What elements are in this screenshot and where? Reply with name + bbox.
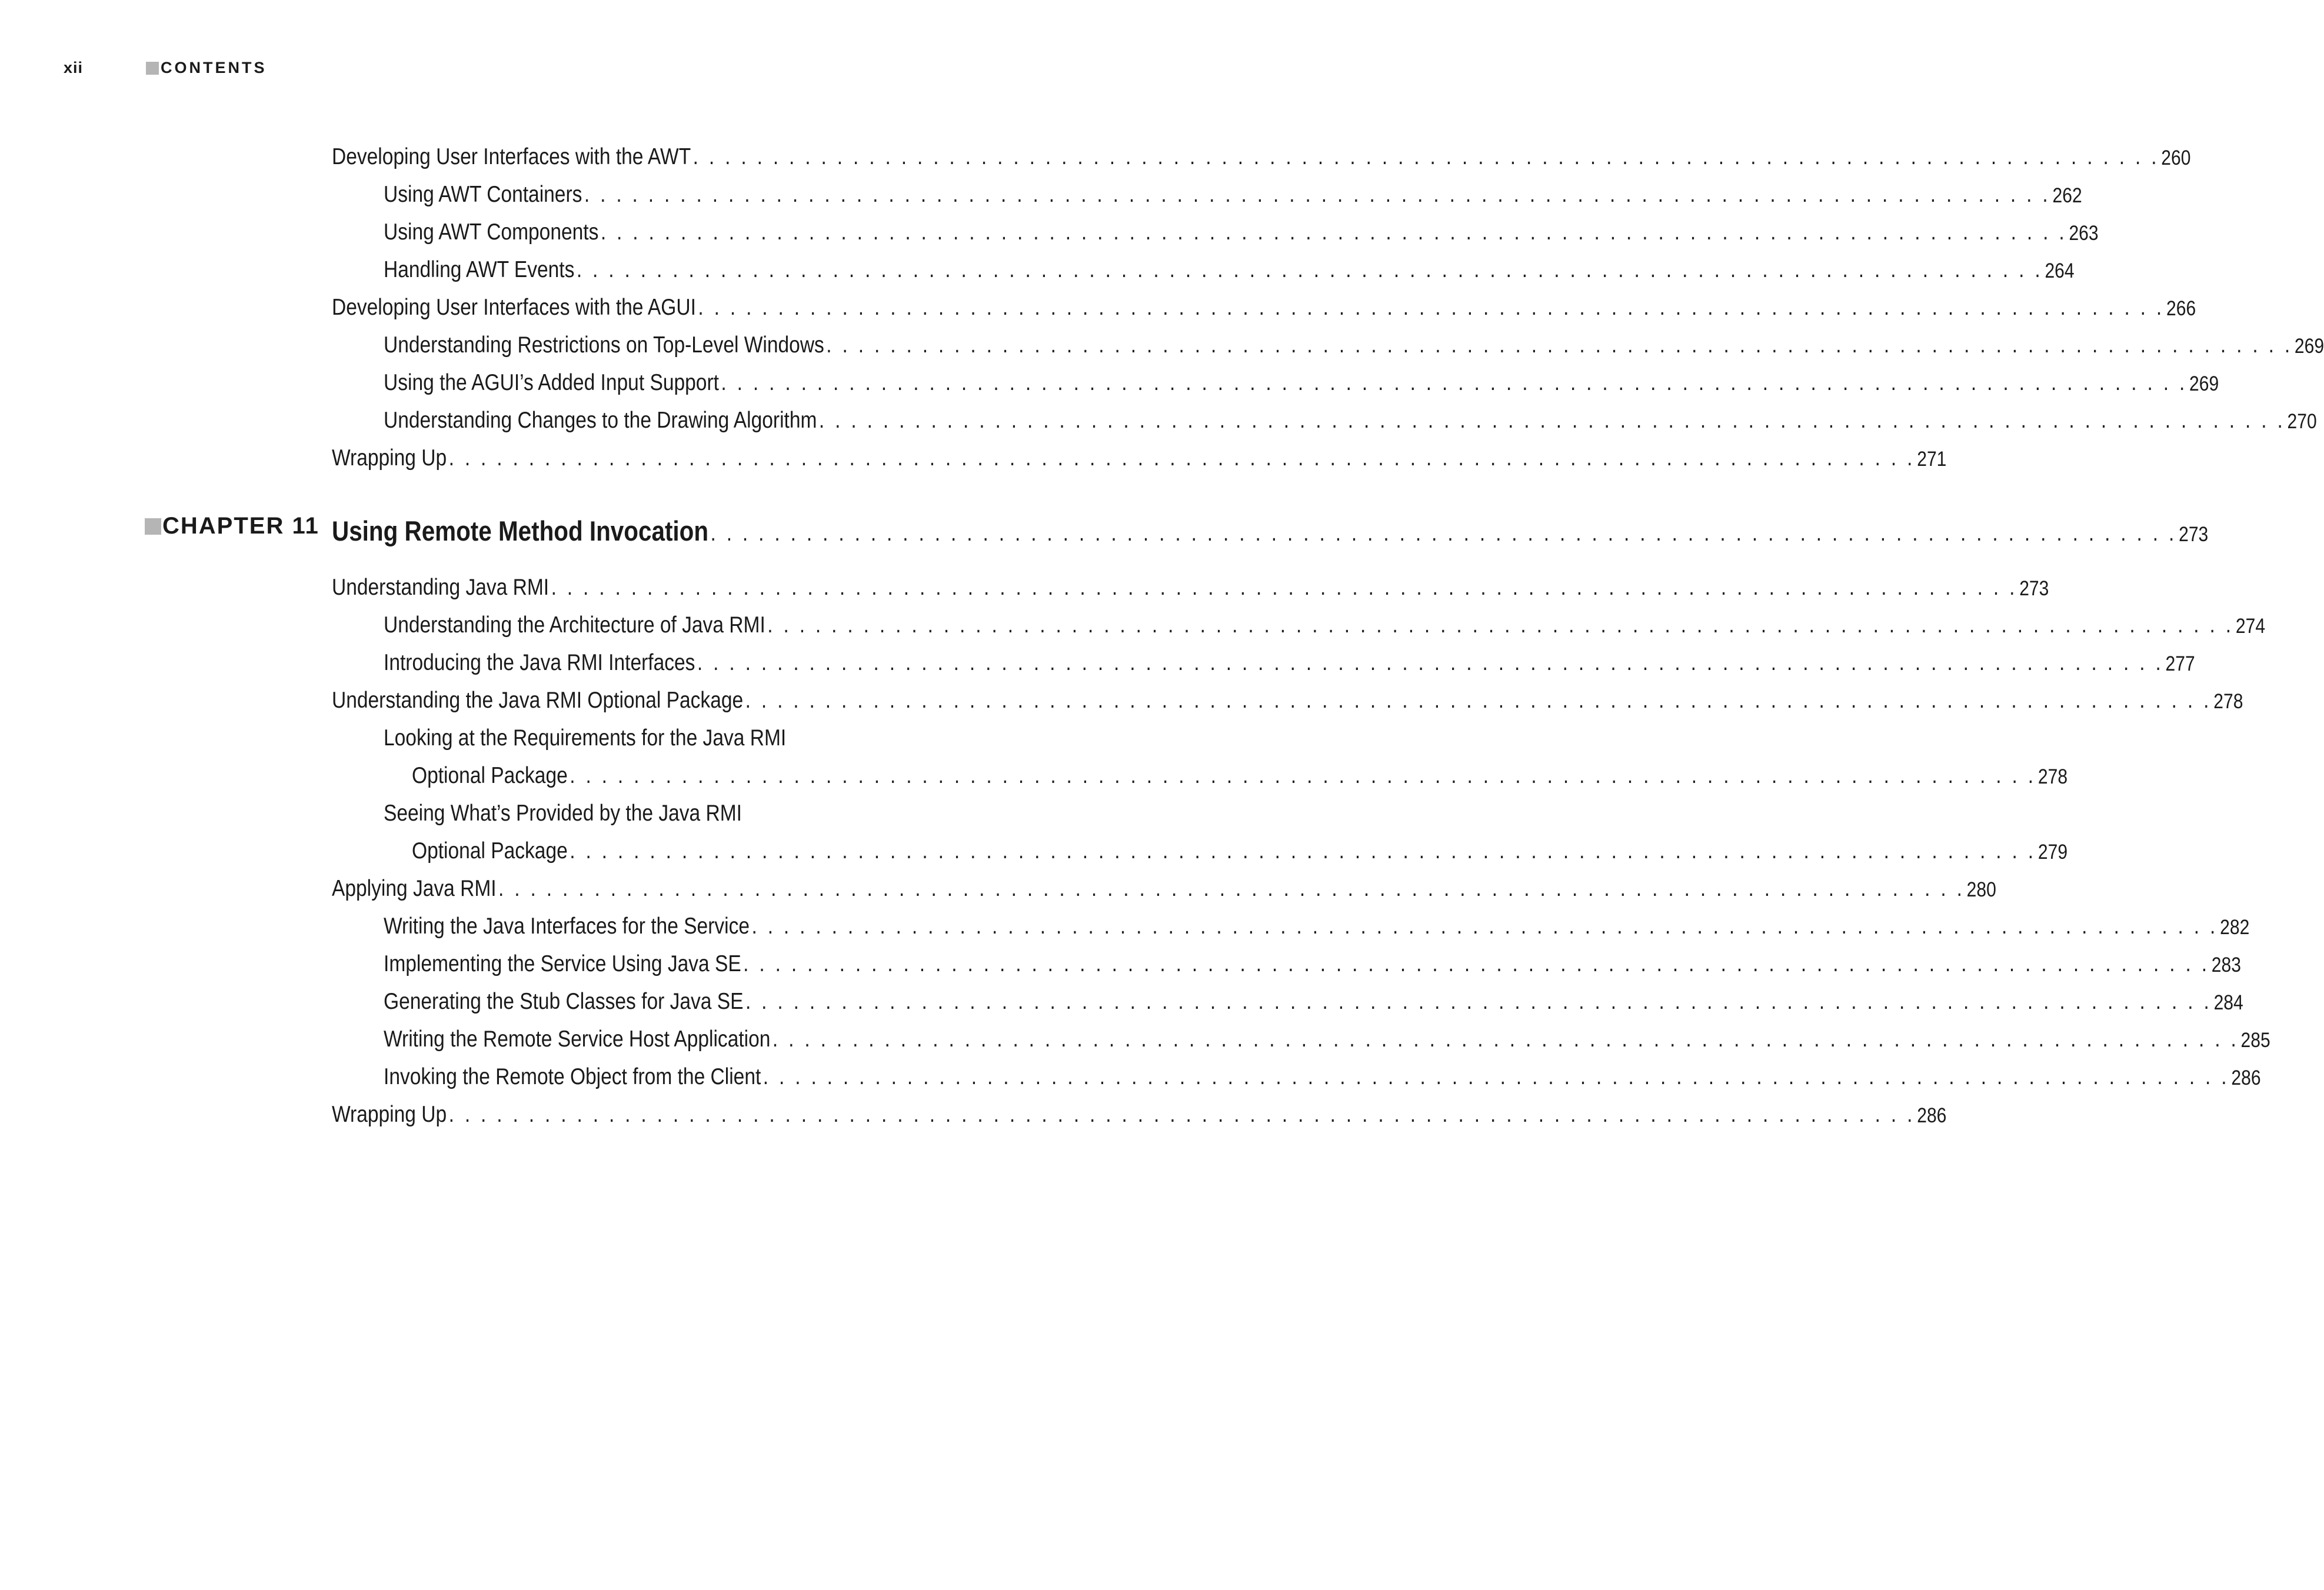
- toc-entry-page: 266: [2166, 297, 2196, 320]
- toc-entry-page: 269: [2189, 372, 2219, 395]
- toc-entry-page: 260: [2161, 146, 2191, 169]
- dot-leader: . . . . . . . . . . . . . . . . . . . . . . . . . . . . . . . . . . . . . . . . . . . . . . . . . . . . . . . . . . . . . . . . . . . . . . . . . . . . . . . . . . . . . . . . . . . .: [710, 521, 2177, 546]
- toc-entry-title: Understanding the Java RMI Optional Package: [332, 688, 744, 713]
- toc-entry[interactable]: [332, 134, 2191, 172]
- toc-entry[interactable]: [384, 979, 2243, 1016]
- dot-leader: . . . . . . . . . . . . . . . . . . . . . . . . . . . . . . . . . . . . . . . . . . . . . . . . . . . . . . . . . . . . . . . . . . . . . . . . . . . . . . . . . . . . . . . . . . . .: [448, 445, 1915, 471]
- toc-entry[interactable]: [384, 360, 2219, 398]
- dot-leader: . . . . . . . . . . . . . . . . . . . . . . . . . . . . . . . . . . . . . . . . . . . . . . . . . . . . . . . . . . . . . . . . . . . . . . . . . . . . . . . . . . . . . . . . . . . .: [570, 838, 2036, 864]
- toc-entry-title: Using AWT Containers: [384, 182, 582, 207]
- dot-leader: . . . . . . . . . . . . . . . . . . . . . . . . . . . . . . . . . . . . . . . . . . . . . . . . . . . . . . . . . . . . . . . . . . . . . . . . . . . . . . . . . . . . . . . . . . . .: [551, 575, 2017, 600]
- toc-entry-page: 286: [2231, 1066, 2261, 1089]
- toc-entry[interactable]: [384, 941, 2242, 979]
- toc-entry-page: 278: [2213, 690, 2243, 713]
- toc-entry-title: Invoking the Remote Object from the Client: [384, 1064, 761, 1089]
- gray-square-marker: [146, 62, 159, 75]
- chapter-label-text: CHAPTER 11: [162, 513, 319, 539]
- toc-entry-title: Developing User Interfaces with the AWT: [332, 144, 691, 169]
- toc-entry-title: Wrapping Up: [332, 445, 447, 471]
- toc-entry[interactable]: [332, 565, 2049, 602]
- toc-entry-title: Developing User Interfaces with the AGUI: [332, 295, 696, 320]
- toc-entry[interactable]: [332, 678, 2243, 715]
- toc-entry[interactable]: [384, 791, 943, 828]
- running-header: [64, 59, 417, 85]
- dot-leader: . . . . . . . . . . . . . . . . . . . . . . . . . . . . . . . . . . . . . . . . . . . . . . . . . . . . . . . . . . . . . . . . . . . . . . . . . . . . . . . . . . . . . . . . . . . .: [763, 1064, 2229, 1089]
- toc-entry-page: 284: [2213, 991, 2243, 1014]
- toc-entry[interactable]: [384, 247, 2075, 285]
- dot-leader: . . . . . . . . . . . . . . . . . . . . . . . . . . . . . . . . . . . . . . . . . . . . . . . . . . . . . . . . . . . . . . . . . . . . . . . . . . . . . . . . . . . . . . . . . . . .: [697, 650, 2164, 675]
- toc-entry-page: 283: [2211, 954, 2242, 976]
- dot-leader: . . . . . . . . . . . . . . . . . . . . . . . . . . . . . . . . . . . . . . . . . . . . . . . . . . . . . . . . . . . . . . . . . . . . . . . . . . . . . . . . . . . . . . . . . . . .: [584, 182, 2051, 207]
- toc-entry-page: 263: [2069, 222, 2099, 245]
- toc-entry-title: Using AWT Components: [384, 219, 599, 245]
- toc-entry-title: Understanding Changes to the Drawing Algorithm: [384, 408, 817, 433]
- toc-entry[interactable]: [384, 172, 2082, 209]
- toc-entry-page: 269: [2294, 335, 2324, 358]
- toc-entry[interactable]: [332, 435, 1947, 473]
- toc-entry-title: Handling AWT Events: [384, 257, 575, 282]
- toc-entry-page: 282: [2220, 916, 2250, 939]
- toc-entry-page: 285: [2240, 1029, 2270, 1052]
- dot-leader: . . . . . . . . . . . . . . . . . . . . . . . . . . . . . . . . . . . . . . . . . . . . . . . . . . . . . . . . . . . . . . . . . . . . . . . . . . . . . . . . . . . . . . . . . . . .: [570, 763, 2036, 788]
- toc-entry-page: 279: [2037, 841, 2068, 864]
- toc-entry-title: Writing the Remote Service Host Application: [384, 1026, 771, 1052]
- chapter-title: Using Remote Method Invocation: [332, 515, 709, 546]
- toc-entry-page: 262: [2052, 184, 2082, 207]
- toc-entry-title: Understanding the Architecture of Java RMI: [384, 612, 765, 638]
- toc-entry[interactable]: [384, 322, 2324, 360]
- toc-entry-title: Understanding Restrictions on Top-Level Windows: [384, 332, 824, 358]
- toc-entry-page: 270: [2287, 410, 2317, 433]
- toc-entry[interactable]: [412, 828, 2068, 866]
- chapter-title-entry[interactable]: [332, 506, 2209, 548]
- toc-entry[interactable]: [332, 285, 2196, 322]
- toc-entry-page: 278: [2037, 765, 2068, 788]
- toc-entry-page: 286: [1917, 1104, 1947, 1127]
- dot-leader: . . . . . . . . . . . . . . . . . . . . . . . . . . . . . . . . . . . . . . . . . . . . . . . . . . . . . . . . . . . . . . . . . . . . . . . . . . . . . . . . . . . . . . . . . . . .: [818, 408, 2286, 433]
- toc-entry[interactable]: [384, 904, 2250, 941]
- dot-leader: . . . . . . . . . . . . . . . . . . . . . . . . . . . . . . . . . . . . . . . . . . . . . . . . . . . . . . . . . . . . . . . . . . . . . . . . . . . . . . . . . . . . . . . . . . . .: [498, 876, 1965, 901]
- toc-entry-page: 274: [2235, 615, 2266, 638]
- toc-entry[interactable]: [332, 1092, 1947, 1129]
- toc-entry-title: Optional Package: [412, 838, 568, 864]
- toc-entry[interactable]: [384, 209, 2099, 247]
- toc-entry-page: 273: [2019, 577, 2049, 600]
- toc-entry-title: Using the AGUI’s Added Input Support: [384, 370, 719, 395]
- toc-entry[interactable]: [332, 866, 1996, 904]
- dot-leader: . . . . . . . . . . . . . . . . . . . . . . . . . . . . . . . . . . . . . . . . . . . . . . . . . . . . . . . . . . . . . . . . . . . . . . . . . . . . . . . . . . . . . . . . . . . .: [826, 332, 2293, 358]
- dot-leader: . . . . . . . . . . . . . . . . . . . . . . . . . . . . . . . . . . . . . . . . . . . . . . . . . . . . . . . . . . . . . . . . . . . . . . . . . . . . . . . . . . . . . . . . . . . .: [767, 612, 2234, 638]
- toc-entry[interactable]: [384, 602, 2266, 640]
- toc-entry-title: Writing the Java Interfaces for the Service: [384, 914, 750, 939]
- toc-entry-page: 271: [1917, 448, 1947, 471]
- toc-entry-title: Applying Java RMI: [332, 876, 497, 901]
- toc-entry-title: Understanding Java RMI: [332, 575, 550, 600]
- toc-entry[interactable]: [384, 1054, 2261, 1092]
- toc-entry-title: Generating the Stub Classes for Java SE: [384, 989, 744, 1014]
- toc-entry[interactable]: [412, 753, 2068, 791]
- dot-leader: . . . . . . . . . . . . . . . . . . . . . . . . . . . . . . . . . . . . . . . . . . . . . . . . . . . . . . . . . . . . . . . . . . . . . . . . . . . . . . . . . . . . . . . . . . . .: [448, 1102, 1915, 1127]
- toc-entry-title: Implementing the Service Using Java SE: [384, 951, 741, 976]
- toc-entry-page: 280: [1966, 878, 1996, 901]
- dot-leader: . . . . . . . . . . . . . . . . . . . . . . . . . . . . . . . . . . . . . . . . . . . . . . . . . . . . . . . . . . . . . . . . . . . . . . . . . . . . . . . . . . . . . . . . . . . .: [576, 257, 2043, 282]
- dot-leader: . . . . . . . . . . . . . . . . . . . . . . . . . . . . . . . . . . . . . . . . . . . . . . . . . . . . . . . . . . . . . . . . . . . . . . . . . . . . . . . . . . . . . . . . . . . .: [751, 914, 2218, 939]
- page-number: xii: [64, 59, 84, 76]
- chapter-page: 273: [2179, 523, 2209, 546]
- section-label: [146, 59, 267, 77]
- toc-entry[interactable]: [384, 398, 2317, 435]
- toc-entry-title: Looking at the Requirements for the Java RMI: [384, 725, 787, 751]
- toc-entry-title: Seeing What’s Provided by the Java RMI: [384, 801, 743, 826]
- toc-entry[interactable]: [384, 715, 943, 753]
- toc-entry[interactable]: [384, 1016, 2270, 1054]
- gray-square-marker: [145, 518, 161, 535]
- toc-entry-title: Wrapping Up: [332, 1102, 447, 1127]
- section-label-text: CONTENTS: [161, 59, 267, 76]
- toc-entry-title: Introducing the Java RMI Interfaces: [384, 650, 695, 675]
- dot-leader: . . . . . . . . . . . . . . . . . . . . . . . . . . . . . . . . . . . . . . . . . . . . . . . . . . . . . . . . . . . . . . . . . . . . . . . . . . . . . . . . . . . . . . . . . . . .: [772, 1026, 2239, 1052]
- chapter-label: [145, 513, 319, 539]
- dot-leader: . . . . . . . . . . . . . . . . . . . . . . . . . . . . . . . . . . . . . . . . . . . . . . . . . . . . . . . . . . . . . . . . . . . . . . . . . . . . . . . . . . . . . . . . . . . .: [743, 951, 2210, 976]
- dot-leader: . . . . . . . . . . . . . . . . . . . . . . . . . . . . . . . . . . . . . . . . . . . . . . . . . . . . . . . . . . . . . . . . . . . . . . . . . . . . . . . . . . . . . . . . . . . .: [745, 989, 2212, 1014]
- toc-entry-page: 277: [2165, 652, 2195, 675]
- dot-leader: . . . . . . . . . . . . . . . . . . . . . . . . . . . . . . . . . . . . . . . . . . . . . . . . . . . . . . . . . . . . . . . . . . . . . . . . . . . . . . . . . . . . . . . . . . . .: [721, 370, 2188, 395]
- dot-leader: . . . . . . . . . . . . . . . . . . . . . . . . . . . . . . . . . . . . . . . . . . . . . . . . . . . . . . . . . . . . . . . . . . . . . . . . . . . . . . . . . . . . . . . . . . . .: [692, 144, 2159, 169]
- toc-entry-title: Optional Package: [412, 763, 568, 788]
- toc-entry-page: 264: [2045, 259, 2075, 282]
- toc-entry[interactable]: [384, 640, 2195, 678]
- dot-leader: . . . . . . . . . . . . . . . . . . . . . . . . . . . . . . . . . . . . . . . . . . . . . . . . . . . . . . . . . . . . . . . . . . . . . . . . . . . . . . . . . . . . . . . . . . . .: [745, 688, 2212, 713]
- dot-leader: . . . . . . . . . . . . . . . . . . . . . . . . . . . . . . . . . . . . . . . . . . . . . . . . . . . . . . . . . . . . . . . . . . . . . . . . . . . . . . . . . . . . . . . . . . . .: [600, 219, 2067, 245]
- dot-leader: . . . . . . . . . . . . . . . . . . . . . . . . . . . . . . . . . . . . . . . . . . . . . . . . . . . . . . . . . . . . . . . . . . . . . . . . . . . . . . . . . . . . . . . . . . . .: [698, 295, 2165, 320]
